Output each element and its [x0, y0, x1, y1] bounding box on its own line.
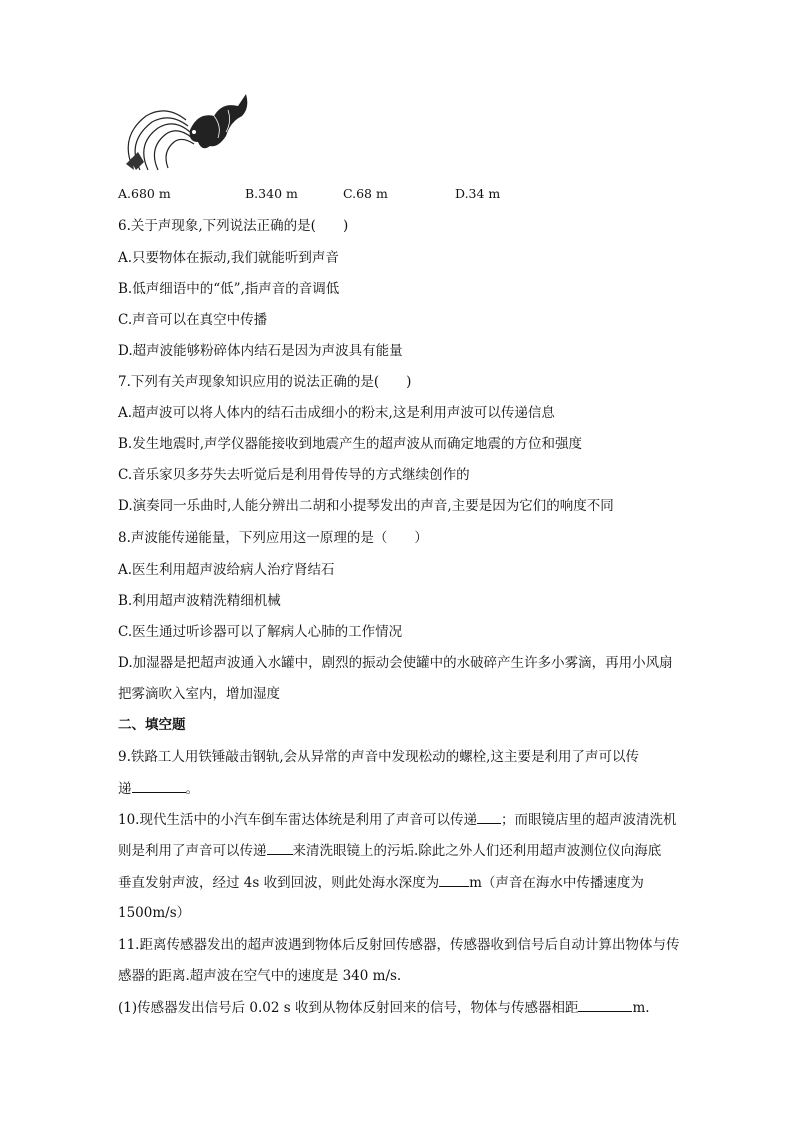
q5-option-c: C.68 m	[343, 186, 388, 201]
q5-option-a: A.680 m	[118, 186, 171, 201]
q7-option-c: C.音乐家贝多芬失去听觉后是利用骨传导的方式继续创作的	[118, 467, 470, 483]
q8-option-c: C.医生通过听诊器可以了解病人心肺的工作情况	[118, 624, 403, 640]
q9-line2-suffix: 。	[185, 781, 199, 797]
q8-stem: 8.声波能传递能量，下列应用这一原理的是（ ）	[118, 530, 428, 546]
q8-option-d: D.加湿器是把超声波通入水罐中，剧烈的振动会使罐中的水破碎产生许多小雾滴，再用小风扇	[118, 655, 673, 671]
q10-blank-2[interactable]	[267, 840, 293, 855]
q6-option-b: B.低声细语中的“低”,指声音的音调低	[118, 281, 340, 297]
q6-option-a: A.只要物体在振动,我们就能听到声音	[118, 250, 339, 266]
q10-blank-3[interactable]	[439, 872, 469, 887]
q9-line1: 9.铁路工人用铁锤敲击钢轨,会从异常的声音中发现松动的螺栓,这主要是利用了声可以传	[118, 749, 639, 765]
q7-option-a: A.超声波可以将人体内的结石击成细小的粉末,这是利用声波可以传递信息	[118, 405, 555, 421]
q10-line3	[118, 872, 644, 893]
q10-line3-prefix: 垂直发射声波，经过 4s 收到回波，则此处海水深度为	[118, 875, 440, 891]
q10-line3-suffix: m（声音在海水中传播速度为	[469, 875, 644, 891]
q10-blank-1[interactable]	[477, 809, 501, 824]
q6-option-d: D.超声波能够粉碎体内结石是因为声波具有能量	[118, 343, 403, 359]
q8-option-d-continued: 把雾滴吹入室内，增加湿度	[118, 686, 280, 702]
q6-option-c: C.声音可以在真空中传播	[118, 312, 268, 328]
q9-line2-prefix: 递	[118, 781, 132, 797]
q6-stem: 6.关于声现象,下列说法正确的是( )	[118, 218, 349, 234]
q5-option-b: B.340 m	[245, 186, 298, 201]
q10-line2-prefix: 则是利用了声音可以传递	[118, 843, 267, 859]
q8-option-a: A.医生利用超声波给病人治疗肾结石	[118, 562, 335, 578]
q7-option-b: B.发生地震时,声学仪器能接收到地震产生的超声波从而确定地震的方位和强度	[118, 436, 583, 452]
q10-line4: 1500m/s）	[118, 905, 191, 921]
bat-echolocation-figure	[118, 92, 258, 174]
q10-line2-suffix: 来清洗眼镜上的污垢.除此之外人们还利用超声波测位仪向海底	[292, 843, 662, 859]
q11-line2: 感器的距离.超声波在空气中的速度是 340 m/s.	[118, 968, 402, 984]
q10-line1	[118, 809, 676, 830]
q11-sub1-suffix: m.	[632, 1000, 650, 1016]
q9-answer-blank[interactable]	[132, 778, 186, 793]
q11-line1: 11.距离传感器发出的超声波遇到物体后反射回传感器，传感器收到信号后自动计算出物体与传	[118, 937, 680, 953]
q10-line1-suffix: ；而眼镜店里的超声波清洗机	[500, 812, 677, 828]
bat-shape	[190, 94, 248, 148]
q11-sub1-prefix: (1)传感器发出信号后 0.02 s 收到从物体反射回来的信号，物体与传感器相距	[118, 1000, 579, 1016]
q8-option-b: B.利用超声波精洗精细机械	[118, 593, 281, 609]
q10-line1-prefix: 10.现代生活中的小汽车倒车雷达体统是利用了声音可以传递	[118, 812, 477, 828]
q7-option-d: D.演奏同一乐曲时,人能分辨出二胡和小提琴发出的声音,主要是因为它们的响度不同	[118, 498, 614, 514]
q11-blank-1[interactable]	[578, 997, 632, 1012]
q11-sub1	[118, 997, 650, 1018]
section-heading-fill-in: 二、填空题	[118, 717, 186, 733]
q5-option-d: D.34 m	[455, 186, 501, 201]
q7-stem: 7.下列有关声现象知识应用的说法正确的是( )	[118, 374, 412, 390]
q9-line2	[118, 778, 199, 799]
q10-line2	[118, 840, 661, 861]
